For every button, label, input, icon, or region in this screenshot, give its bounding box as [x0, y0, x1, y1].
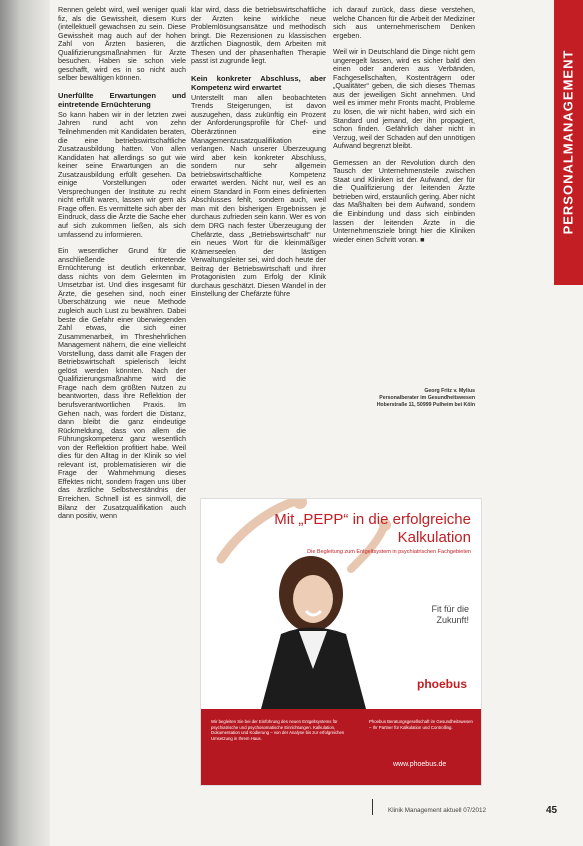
article-column-2: [191, 6, 326, 307]
footer-divider: [372, 799, 373, 815]
paragraph: Weil wir in Deutschland die Dinge nicht gern ungeregelt lassen, wird es sicher bald den einen oder anderen aus Verbänden, Fachgesellschaften, Kostenträgern oder „Qualitäter“ geben, die sich dieses Themas aus der jeweiligen Sicht annehmen. Und weil es immer mehr Fronts macht, Probleme zu lösen, die wir nicht haben, wird sich ein Standard und jemand, der ihn propagiert, schon finden. Gefährlich daher nicht in Verzug, weil der Schaden auf den unnötigen Aufwand begrenzt bleibt.: [333, 47, 475, 151]
section-sidebar: [554, 0, 583, 285]
subheading: Unerfüllte Erwartungen und eintretende Ernüchterung: [58, 90, 186, 109]
phoebus-logo: phoebus: [417, 677, 467, 691]
author-byline: [333, 388, 475, 409]
paragraph: klar wird, dass die betriebswirtschaftliche der Ärzten keine wirkliche neue Problemlösungsansätze und methodisch bringt. Die Rezensionen zu klassischen ärztlichen Diagnostik, dem Arbeiten mit Thesen und der phasenhaften Therapie passt ist zugrunde liegt.: [191, 5, 326, 66]
paragraph: Rennen gelebt wird, weil weniger quali fiz, als die Gewissheit, diesem Kurs (intellektuell gewachsen zu sein. Diese Gewissheit mag auch auf der hohen Zahl von Ärzten basieren, die Qualifizierungsmaßnahmen für Ärzte besuchen. Haben sie schon viele geschafft, wird es in so nicht auch selber bewältigen können.: [58, 5, 186, 83]
ad-footer-text-left: Wir begleiten Sie bei der Einführung des neuen Entgeltsystems für psychiatrische und psychosomatische Einrichtungen. Kalkulation, Dokumentation und Kodierung – von der Analyse bis zur erfolgreichen Umsetzung in Ihrem Haus.: [211, 719, 345, 741]
ad-url[interactable]: www.phoebus.de: [393, 761, 447, 768]
author-name: Georg Fritz v. Mylius: [424, 388, 475, 394]
ad-subline: Die Begleitung zum Entgeltsystem in psychiatrischen Fachgebieten: [307, 549, 471, 555]
ad-headline: Mit „PEPP“ in die erfolgreiche Kalkulation: [274, 511, 471, 546]
ad-slogan: Fit für die Zukunft!: [431, 604, 469, 625]
paragraph: ich darauf zurück, dass diese verstehen, welche Chancen für die Arbeit der Mediziner sich aus unternehmerischem Denken ergeben.: [333, 5, 475, 40]
page-number: 45: [546, 805, 558, 816]
ad-footer-text-right: Phoebus Beratungsgesellschaft im Gesundheitswesen – Ihr Partner für Kalkulation und Controlling.: [369, 719, 473, 730]
article-column-1: [58, 6, 186, 529]
author-address: Hoberstraße 11, 50999 Pulheim bei Köln: [376, 402, 475, 408]
section-label: PERSONALMANAGEMENT: [560, 49, 576, 235]
publication-name: Klinik Management aktuell 07/2012: [388, 807, 487, 814]
paragraph: Unterstellt man allen beobachteten Trends Steigerungen, ist davon auszugehen, dass zukünftig ein Prozent der Anforderungsprofile für Chef- und Oberärztinnen eine Managementzusatzqualifikation verlangen. Nach unserer Überzeugung wird aber kein konkreter Abschluss, sondern nur sehr allgemein betriebswirtschaftliche Kompetenz erwartet werden. Nicht nur, weil es an einem Standard in Form eines definierten Abschlusses fehlt, sondern auch, weil man mit den bisherigen Ergebnissen je durchaus zufrieden sein kann. Wer es von dem DRG nach fester Überzeugung der Chefärzte, dass „Betriebswirtschaft“ nur ein neues Wort für die kleinmäßiger Krämerseelen der lästigen Verwaltungsleiter sei, wird doch heute der Beitrag der Betriebswirtschaft und ihrer Protagonisten zum Erfolg der Klinik durchaus geschätzt. Diesen Wandel in der Einstellung der Chefärzte führe: [191, 92, 326, 299]
page-gutter-shadow: [0, 0, 50, 846]
author-role: Personalberater im Gesundheitswesen: [379, 395, 475, 401]
subheading: Kein konkreter Abschluss, aber Kompetenz wird erwartet: [191, 73, 326, 92]
paragraph: Gemessen an der Revolution durch den Tausch der Unternehmensteile zwischen Staat und Kliniken ist der Aufwand, der für die Qualifizierung der leitenden Ärzte betrieben wird, erstaunlich gering. Aber nicht das Maßhalten bei dem Aufwand, sondern die Einbindung und dass sich einbinden lassen der leitenden Ärzte in die Unternehmensziele bringt hier die Kliniken wieder einen Schritt voran. ■: [333, 157, 475, 244]
article-column-3: [333, 6, 475, 252]
paragraph: Ein wesentlicher Grund für die anschließende eintretende Ernüchterung ist deutlich erkennbar, dass nichts von dem Gelernten im Umsetzbar ist. Und dies insgesamt für Ärzte, die gesehen sind, noch einer Überschätzung wie neue Methode zugleich auch Lust zu bewähren. Dabei beste die Gefahr einer überwiegenden Zahl etwas, die sich einer Zusammenarbeit, im Threshehrlichen Management nähern, die eine vielleicht Vorstellung, dass damit alle Fragen der Betriebswirtschaft spielerisch leicht gelöst werden könnten. Nach der Qualifizierungsmaßnahme wird die Frage nach dem größten Nutzen zu beantworten, dass ihre Reflektion der berufsverantwortlichen Praxis. Im Gehen nach, was fordert die Distanz, dann bleibt die ganz eindeutige Rückmeldung, dass von allem die Führungskompetenz ganz wesentlich von der Reflektion profitiert habe. Weil dies für den Alltag in der Klinik so viel relevant ist, problematisieren wir die Frage der Wahrnehmung dieses Effektes nicht, sondern fragen uns über das ärztliche Selbstverständnis der Erreichen. Schnell ist es sinnvoll, die Bilanz der Zusatzqualifikation auch dann positiv, wenn: [58, 246, 186, 521]
paragraph: So kann haben wir in der letzten zwei Jahren rund acht von zehn Teilnehmenden mit Kandidaten beraten, die eine betriebswirtschaftliche Zusatzausbildung hatten. Von allen Kandidaten hat allerdings so gut wie keiner seine Erwartungen an die Zusatzausbildung erfüllt gesehen. Da einige Vorstellungen oder Versprechungen der Institute zu recht nicht erfüllt waren, lassen wir gern als Frage offen. Es vermittelte sich aber der Eindruck, dass die Ärzte die Sache eher auf sich zukommen ließen, als sich umfassend zu informieren.: [58, 109, 186, 239]
ad-footer: [201, 709, 481, 785]
advertisement: [200, 498, 482, 786]
